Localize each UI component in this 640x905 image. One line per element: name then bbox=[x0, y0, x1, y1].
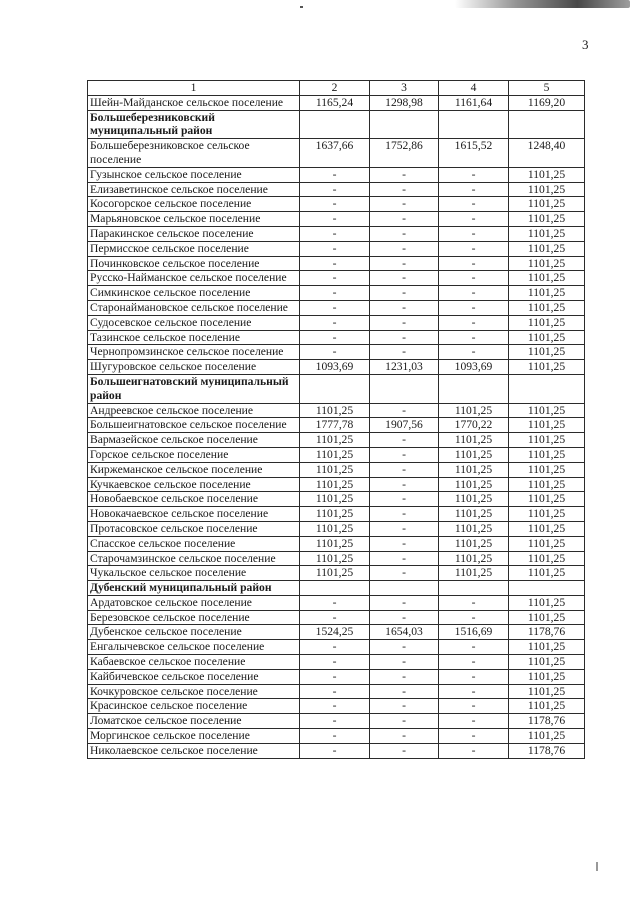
value-cell-c3: - bbox=[370, 669, 439, 684]
value-cell-c3: - bbox=[370, 729, 439, 744]
settlement-row bbox=[88, 640, 585, 655]
settlement-row bbox=[88, 462, 585, 477]
column-header: 5 bbox=[509, 81, 585, 96]
value-cell-c3: - bbox=[370, 315, 439, 330]
value-cell-c3: - bbox=[370, 699, 439, 714]
value-cell-c3: - bbox=[370, 714, 439, 729]
value-cell-c3: - bbox=[370, 256, 439, 271]
settlement-name: Марьяновское сельское поселение bbox=[88, 212, 300, 227]
value-cell-c3: - bbox=[370, 551, 439, 566]
value-cell-c2: 1101,25 bbox=[300, 536, 370, 551]
value-cell-c2: - bbox=[300, 729, 370, 744]
value-cell-c5: 1101,25 bbox=[509, 418, 585, 433]
value-cell-c5 bbox=[509, 374, 585, 403]
value-cell-c5: 1101,25 bbox=[509, 447, 585, 462]
value-cell-c4: 1101,25 bbox=[439, 477, 509, 492]
value-cell-c3: 1907,56 bbox=[370, 418, 439, 433]
settlement-name: Старонаймановское сельское поселение bbox=[88, 300, 300, 315]
value-cell-c4: 1161,64 bbox=[439, 95, 509, 110]
value-cell-c5: 1101,25 bbox=[509, 462, 585, 477]
value-cell-c5: 1248,40 bbox=[509, 139, 585, 168]
value-cell-c4: - bbox=[439, 714, 509, 729]
value-cell-c2: 1101,25 bbox=[300, 447, 370, 462]
settlement-name: Симкинское сельское поселение bbox=[88, 286, 300, 301]
value-cell-c4: - bbox=[439, 226, 509, 241]
settlement-name: Русско-Найманское сельское поселение bbox=[88, 271, 300, 286]
settlement-name: Киржеманское сельское поселение bbox=[88, 462, 300, 477]
settlement-row bbox=[88, 167, 585, 182]
value-cell-c2: - bbox=[300, 699, 370, 714]
settlement-name: Ломатское сельское поселение bbox=[88, 714, 300, 729]
value-cell-c3: - bbox=[370, 286, 439, 301]
value-cell-c3: - bbox=[370, 300, 439, 315]
table-body bbox=[88, 81, 585, 759]
settlement-row bbox=[88, 477, 585, 492]
settlement-name: Андреевское сельское поселение bbox=[88, 403, 300, 418]
value-cell-c2: - bbox=[300, 743, 370, 758]
value-cell-c2: 1101,25 bbox=[300, 477, 370, 492]
value-cell-c2: - bbox=[300, 197, 370, 212]
settlement-name: Судосевское сельское поселение bbox=[88, 315, 300, 330]
value-cell-c4: - bbox=[439, 330, 509, 345]
value-cell-c5: 1101,25 bbox=[509, 167, 585, 182]
settlement-name: Ардатовское сельское поселение bbox=[88, 595, 300, 610]
settlement-name: Кабаевское сельское поселение bbox=[88, 655, 300, 670]
settlement-row bbox=[88, 182, 585, 197]
settlement-row bbox=[88, 315, 585, 330]
value-cell-c3: - bbox=[370, 403, 439, 418]
value-cell-c2: 1165,24 bbox=[300, 95, 370, 110]
value-cell-c4: 1615,52 bbox=[439, 139, 509, 168]
value-cell-c4: 1101,25 bbox=[439, 551, 509, 566]
value-cell-c3: - bbox=[370, 241, 439, 256]
value-cell-c5: 1101,25 bbox=[509, 551, 585, 566]
value-cell-c5 bbox=[509, 581, 585, 596]
value-cell-c4: 1101,25 bbox=[439, 536, 509, 551]
value-cell-c4: - bbox=[439, 729, 509, 744]
value-cell-c3: - bbox=[370, 345, 439, 360]
settlement-name: Шугуровское сельское поселение bbox=[88, 360, 300, 375]
settlement-row bbox=[88, 197, 585, 212]
value-cell-c4: - bbox=[439, 699, 509, 714]
value-cell-c4: 1101,25 bbox=[439, 566, 509, 581]
value-cell-c2: - bbox=[300, 714, 370, 729]
value-cell-c2: 1101,25 bbox=[300, 403, 370, 418]
settlement-name: Дубенское сельское поселение bbox=[88, 625, 300, 640]
settlement-name: Новобаевское сельское поселение bbox=[88, 492, 300, 507]
value-cell-c2: - bbox=[300, 182, 370, 197]
value-cell-c2: - bbox=[300, 640, 370, 655]
value-cell-c5: 1101,25 bbox=[509, 640, 585, 655]
value-cell-c3: 1231,03 bbox=[370, 360, 439, 375]
value-cell-c3: - bbox=[370, 167, 439, 182]
settlement-row bbox=[88, 95, 585, 110]
value-cell-c5: 1101,25 bbox=[509, 699, 585, 714]
value-cell-c5: 1101,25 bbox=[509, 330, 585, 345]
value-cell-c4: - bbox=[439, 300, 509, 315]
value-cell-c2: 1777,78 bbox=[300, 418, 370, 433]
district-row bbox=[88, 581, 585, 596]
settlement-name: Большеигнатовское сельское поселение bbox=[88, 418, 300, 433]
value-cell-c4: - bbox=[439, 167, 509, 182]
value-cell-c2: 1101,25 bbox=[300, 507, 370, 522]
settlement-row bbox=[88, 492, 585, 507]
settlement-name: Спасское сельское поселение bbox=[88, 536, 300, 551]
value-cell-c3: - bbox=[370, 595, 439, 610]
settlement-row bbox=[88, 447, 585, 462]
settlement-row bbox=[88, 271, 585, 286]
value-cell-c2: 1101,25 bbox=[300, 462, 370, 477]
value-cell-c2: - bbox=[300, 345, 370, 360]
value-cell-c3: - bbox=[370, 433, 439, 448]
settlement-row bbox=[88, 286, 585, 301]
value-cell-c2: - bbox=[300, 330, 370, 345]
settlement-name: Пермисское сельское поселение bbox=[88, 241, 300, 256]
value-cell-c4 bbox=[439, 110, 509, 139]
value-cell-c5: 1101,25 bbox=[509, 212, 585, 227]
value-cell-c3: - bbox=[370, 182, 439, 197]
value-cell-c4 bbox=[439, 581, 509, 596]
value-cell-c3: - bbox=[370, 447, 439, 462]
value-cell-c2: - bbox=[300, 300, 370, 315]
settlement-name: Паракинское сельское поселение bbox=[88, 226, 300, 241]
value-cell-c3 bbox=[370, 374, 439, 403]
value-cell-c5: 1101,25 bbox=[509, 241, 585, 256]
value-cell-c5: 1101,25 bbox=[509, 271, 585, 286]
value-cell-c3: 1298,98 bbox=[370, 95, 439, 110]
value-cell-c2: 1637,66 bbox=[300, 139, 370, 168]
settlement-name: Косогорское сельское поселение bbox=[88, 197, 300, 212]
settlement-row bbox=[88, 433, 585, 448]
value-cell-c2: - bbox=[300, 286, 370, 301]
header-row bbox=[88, 81, 585, 96]
district-name: Дубенский муниципальный район bbox=[88, 581, 300, 596]
settlement-row bbox=[88, 551, 585, 566]
value-cell-c4: - bbox=[439, 655, 509, 670]
value-cell-c4: 1101,25 bbox=[439, 521, 509, 536]
value-cell-c2: - bbox=[300, 610, 370, 625]
settlement-row bbox=[88, 521, 585, 536]
settlement-row bbox=[88, 669, 585, 684]
settlement-row bbox=[88, 360, 585, 375]
settlement-name: Чернопромзинское сельское поселение bbox=[88, 345, 300, 360]
value-cell-c3: - bbox=[370, 462, 439, 477]
settlement-row bbox=[88, 403, 585, 418]
value-cell-c3: - bbox=[370, 536, 439, 551]
value-cell-c5: 1101,25 bbox=[509, 507, 585, 522]
value-cell-c5: 1178,76 bbox=[509, 743, 585, 758]
settlement-name: Протасовское сельское поселение bbox=[88, 521, 300, 536]
settlement-name: Березовское сельское поселение bbox=[88, 610, 300, 625]
value-cell-c2: - bbox=[300, 167, 370, 182]
settlement-row bbox=[88, 507, 585, 522]
value-cell-c5: 1101,25 bbox=[509, 655, 585, 670]
value-cell-c2 bbox=[300, 581, 370, 596]
value-cell-c3: - bbox=[370, 271, 439, 286]
district-name: Большеигнатовский муниципальный район bbox=[88, 374, 300, 403]
settlement-row bbox=[88, 610, 585, 625]
value-cell-c4: - bbox=[439, 315, 509, 330]
district-row bbox=[88, 110, 585, 139]
settlement-name: Большеберезниковское сельское поселение bbox=[88, 139, 300, 168]
value-cell-c4: - bbox=[439, 271, 509, 286]
value-cell-c3: - bbox=[370, 610, 439, 625]
value-cell-c2: 1101,25 bbox=[300, 566, 370, 581]
value-cell-c4: - bbox=[439, 684, 509, 699]
scan-artifact-speck bbox=[596, 862, 598, 871]
value-cell-c2: - bbox=[300, 655, 370, 670]
value-cell-c5: 1101,25 bbox=[509, 315, 585, 330]
value-cell-c2: - bbox=[300, 315, 370, 330]
settlement-name: Красинское сельское поселение bbox=[88, 699, 300, 714]
value-cell-c5: 1101,25 bbox=[509, 197, 585, 212]
value-cell-c3: 1752,86 bbox=[370, 139, 439, 168]
value-cell-c5: 1101,25 bbox=[509, 729, 585, 744]
value-cell-c2: - bbox=[300, 684, 370, 699]
settlement-name: Енгалычевское сельское поселение bbox=[88, 640, 300, 655]
value-cell-c5: 1101,25 bbox=[509, 433, 585, 448]
value-cell-c5: 1101,25 bbox=[509, 286, 585, 301]
value-cell-c4: 1093,69 bbox=[439, 360, 509, 375]
value-cell-c2: - bbox=[300, 212, 370, 227]
value-cell-c4: 1101,25 bbox=[439, 462, 509, 477]
settlement-row bbox=[88, 743, 585, 758]
value-cell-c4: 1770,22 bbox=[439, 418, 509, 433]
value-cell-c4: 1101,25 bbox=[439, 447, 509, 462]
settlement-name: Починковское сельское поселение bbox=[88, 256, 300, 271]
value-cell-c5: 1101,25 bbox=[509, 403, 585, 418]
value-cell-c2 bbox=[300, 110, 370, 139]
value-cell-c3: - bbox=[370, 492, 439, 507]
page-number: 3 bbox=[582, 37, 589, 52]
settlement-row bbox=[88, 536, 585, 551]
value-cell-c4: 1101,25 bbox=[439, 492, 509, 507]
district-name: Большеберезниковский муниципальный район bbox=[88, 110, 300, 139]
value-cell-c2: - bbox=[300, 595, 370, 610]
value-cell-c5: 1101,25 bbox=[509, 182, 585, 197]
settlement-row bbox=[88, 655, 585, 670]
value-cell-c4: 1101,25 bbox=[439, 507, 509, 522]
value-cell-c5: 1101,25 bbox=[509, 256, 585, 271]
value-cell-c3: - bbox=[370, 743, 439, 758]
value-cell-c5: 1101,25 bbox=[509, 610, 585, 625]
value-cell-c4: - bbox=[439, 182, 509, 197]
value-cell-c2: - bbox=[300, 669, 370, 684]
settlement-name: Кучкаевское сельское поселение bbox=[88, 477, 300, 492]
value-cell-c4: - bbox=[439, 640, 509, 655]
value-cell-c4: 1101,25 bbox=[439, 403, 509, 418]
scan-artifact-dot bbox=[300, 6, 303, 8]
value-cell-c3 bbox=[370, 581, 439, 596]
settlement-row bbox=[88, 345, 585, 360]
value-cell-c5: 1178,76 bbox=[509, 625, 585, 640]
value-cell-c4: - bbox=[439, 669, 509, 684]
value-cell-c3: - bbox=[370, 521, 439, 536]
value-cell-c5: 1101,25 bbox=[509, 492, 585, 507]
value-cell-c5: 1101,25 bbox=[509, 669, 585, 684]
value-cell-c4: - bbox=[439, 743, 509, 758]
column-header: 2 bbox=[300, 81, 370, 96]
value-cell-c3: - bbox=[370, 226, 439, 241]
value-cell-c3: 1654,03 bbox=[370, 625, 439, 640]
column-header: 3 bbox=[370, 81, 439, 96]
value-cell-c2: 1524,25 bbox=[300, 625, 370, 640]
value-cell-c4: - bbox=[439, 345, 509, 360]
settlement-name: Гузынское сельское поселение bbox=[88, 167, 300, 182]
settlement-row bbox=[88, 139, 585, 168]
value-cell-c2: - bbox=[300, 271, 370, 286]
settlement-row bbox=[88, 699, 585, 714]
value-cell-c4: - bbox=[439, 197, 509, 212]
value-cell-c2: 1101,25 bbox=[300, 433, 370, 448]
value-cell-c4: 1516,69 bbox=[439, 625, 509, 640]
value-cell-c3: - bbox=[370, 477, 439, 492]
settlement-name: Чукальское сельское поселение bbox=[88, 566, 300, 581]
value-cell-c5: 1101,25 bbox=[509, 536, 585, 551]
value-cell-c2: 1101,25 bbox=[300, 492, 370, 507]
settlement-row bbox=[88, 729, 585, 744]
settlement-name: Новокачаевское сельское поселение bbox=[88, 507, 300, 522]
value-cell-c4: - bbox=[439, 256, 509, 271]
settlement-row bbox=[88, 714, 585, 729]
value-cell-c3: - bbox=[370, 507, 439, 522]
settlement-name: Кайбичевское сельское поселение bbox=[88, 669, 300, 684]
settlement-name: Шейн-Майданское сельское поселение bbox=[88, 95, 300, 110]
settlement-row bbox=[88, 595, 585, 610]
value-cell-c4: - bbox=[439, 241, 509, 256]
value-cell-c4: - bbox=[439, 610, 509, 625]
value-cell-c5: 1101,25 bbox=[509, 566, 585, 581]
settlement-name: Моргинское сельское поселение bbox=[88, 729, 300, 744]
value-cell-c5: 1169,20 bbox=[509, 95, 585, 110]
column-header: 4 bbox=[439, 81, 509, 96]
settlement-name: Елизаветинское сельское поселение bbox=[88, 182, 300, 197]
value-cell-c5: 1101,25 bbox=[509, 360, 585, 375]
value-cell-c2: 1101,25 bbox=[300, 551, 370, 566]
settlement-name: Кочкуровское сельское поселение bbox=[88, 684, 300, 699]
value-cell-c2 bbox=[300, 374, 370, 403]
value-cell-c3: - bbox=[370, 684, 439, 699]
settlement-row bbox=[88, 226, 585, 241]
value-cell-c2: 1093,69 bbox=[300, 360, 370, 375]
value-cell-c5 bbox=[509, 110, 585, 139]
value-cell-c3 bbox=[370, 110, 439, 139]
settlement-row bbox=[88, 625, 585, 640]
value-cell-c2: - bbox=[300, 226, 370, 241]
value-cell-c5: 1101,25 bbox=[509, 300, 585, 315]
value-cell-c3: - bbox=[370, 566, 439, 581]
value-cell-c3: - bbox=[370, 330, 439, 345]
value-cell-c5: 1101,25 bbox=[509, 226, 585, 241]
value-cell-c5: 1101,25 bbox=[509, 477, 585, 492]
value-cell-c5: 1101,25 bbox=[509, 595, 585, 610]
settlement-name: Старочамзинское сельское поселение bbox=[88, 551, 300, 566]
settlement-row bbox=[88, 330, 585, 345]
value-cell-c5: 1101,25 bbox=[509, 684, 585, 699]
settlement-row bbox=[88, 300, 585, 315]
value-cell-c3: - bbox=[370, 197, 439, 212]
value-cell-c3: - bbox=[370, 212, 439, 227]
district-row bbox=[88, 374, 585, 403]
value-cell-c2: - bbox=[300, 256, 370, 271]
settlement-name: Горское сельское поселение bbox=[88, 447, 300, 462]
value-cell-c4: - bbox=[439, 212, 509, 227]
settlement-name: Вармазейское сельское поселение bbox=[88, 433, 300, 448]
settlement-row bbox=[88, 566, 585, 581]
value-cell-c5: 1178,76 bbox=[509, 714, 585, 729]
scan-artifact-streak bbox=[455, 0, 630, 8]
settlement-name: Тазинское сельское поселение bbox=[88, 330, 300, 345]
value-cell-c2: 1101,25 bbox=[300, 521, 370, 536]
value-cell-c4 bbox=[439, 374, 509, 403]
settlement-row bbox=[88, 212, 585, 227]
value-cell-c4: 1101,25 bbox=[439, 433, 509, 448]
value-cell-c4: - bbox=[439, 286, 509, 301]
settlement-rates-table bbox=[87, 80, 585, 759]
settlement-row bbox=[88, 256, 585, 271]
settlement-row bbox=[88, 241, 585, 256]
value-cell-c4: - bbox=[439, 595, 509, 610]
value-cell-c3: - bbox=[370, 640, 439, 655]
settlement-name: Николаевское сельское поселение bbox=[88, 743, 300, 758]
value-cell-c5: 1101,25 bbox=[509, 345, 585, 360]
settlement-row bbox=[88, 684, 585, 699]
value-cell-c2: - bbox=[300, 241, 370, 256]
settlement-row bbox=[88, 418, 585, 433]
value-cell-c3: - bbox=[370, 655, 439, 670]
column-header: 1 bbox=[88, 81, 300, 96]
value-cell-c5: 1101,25 bbox=[509, 521, 585, 536]
